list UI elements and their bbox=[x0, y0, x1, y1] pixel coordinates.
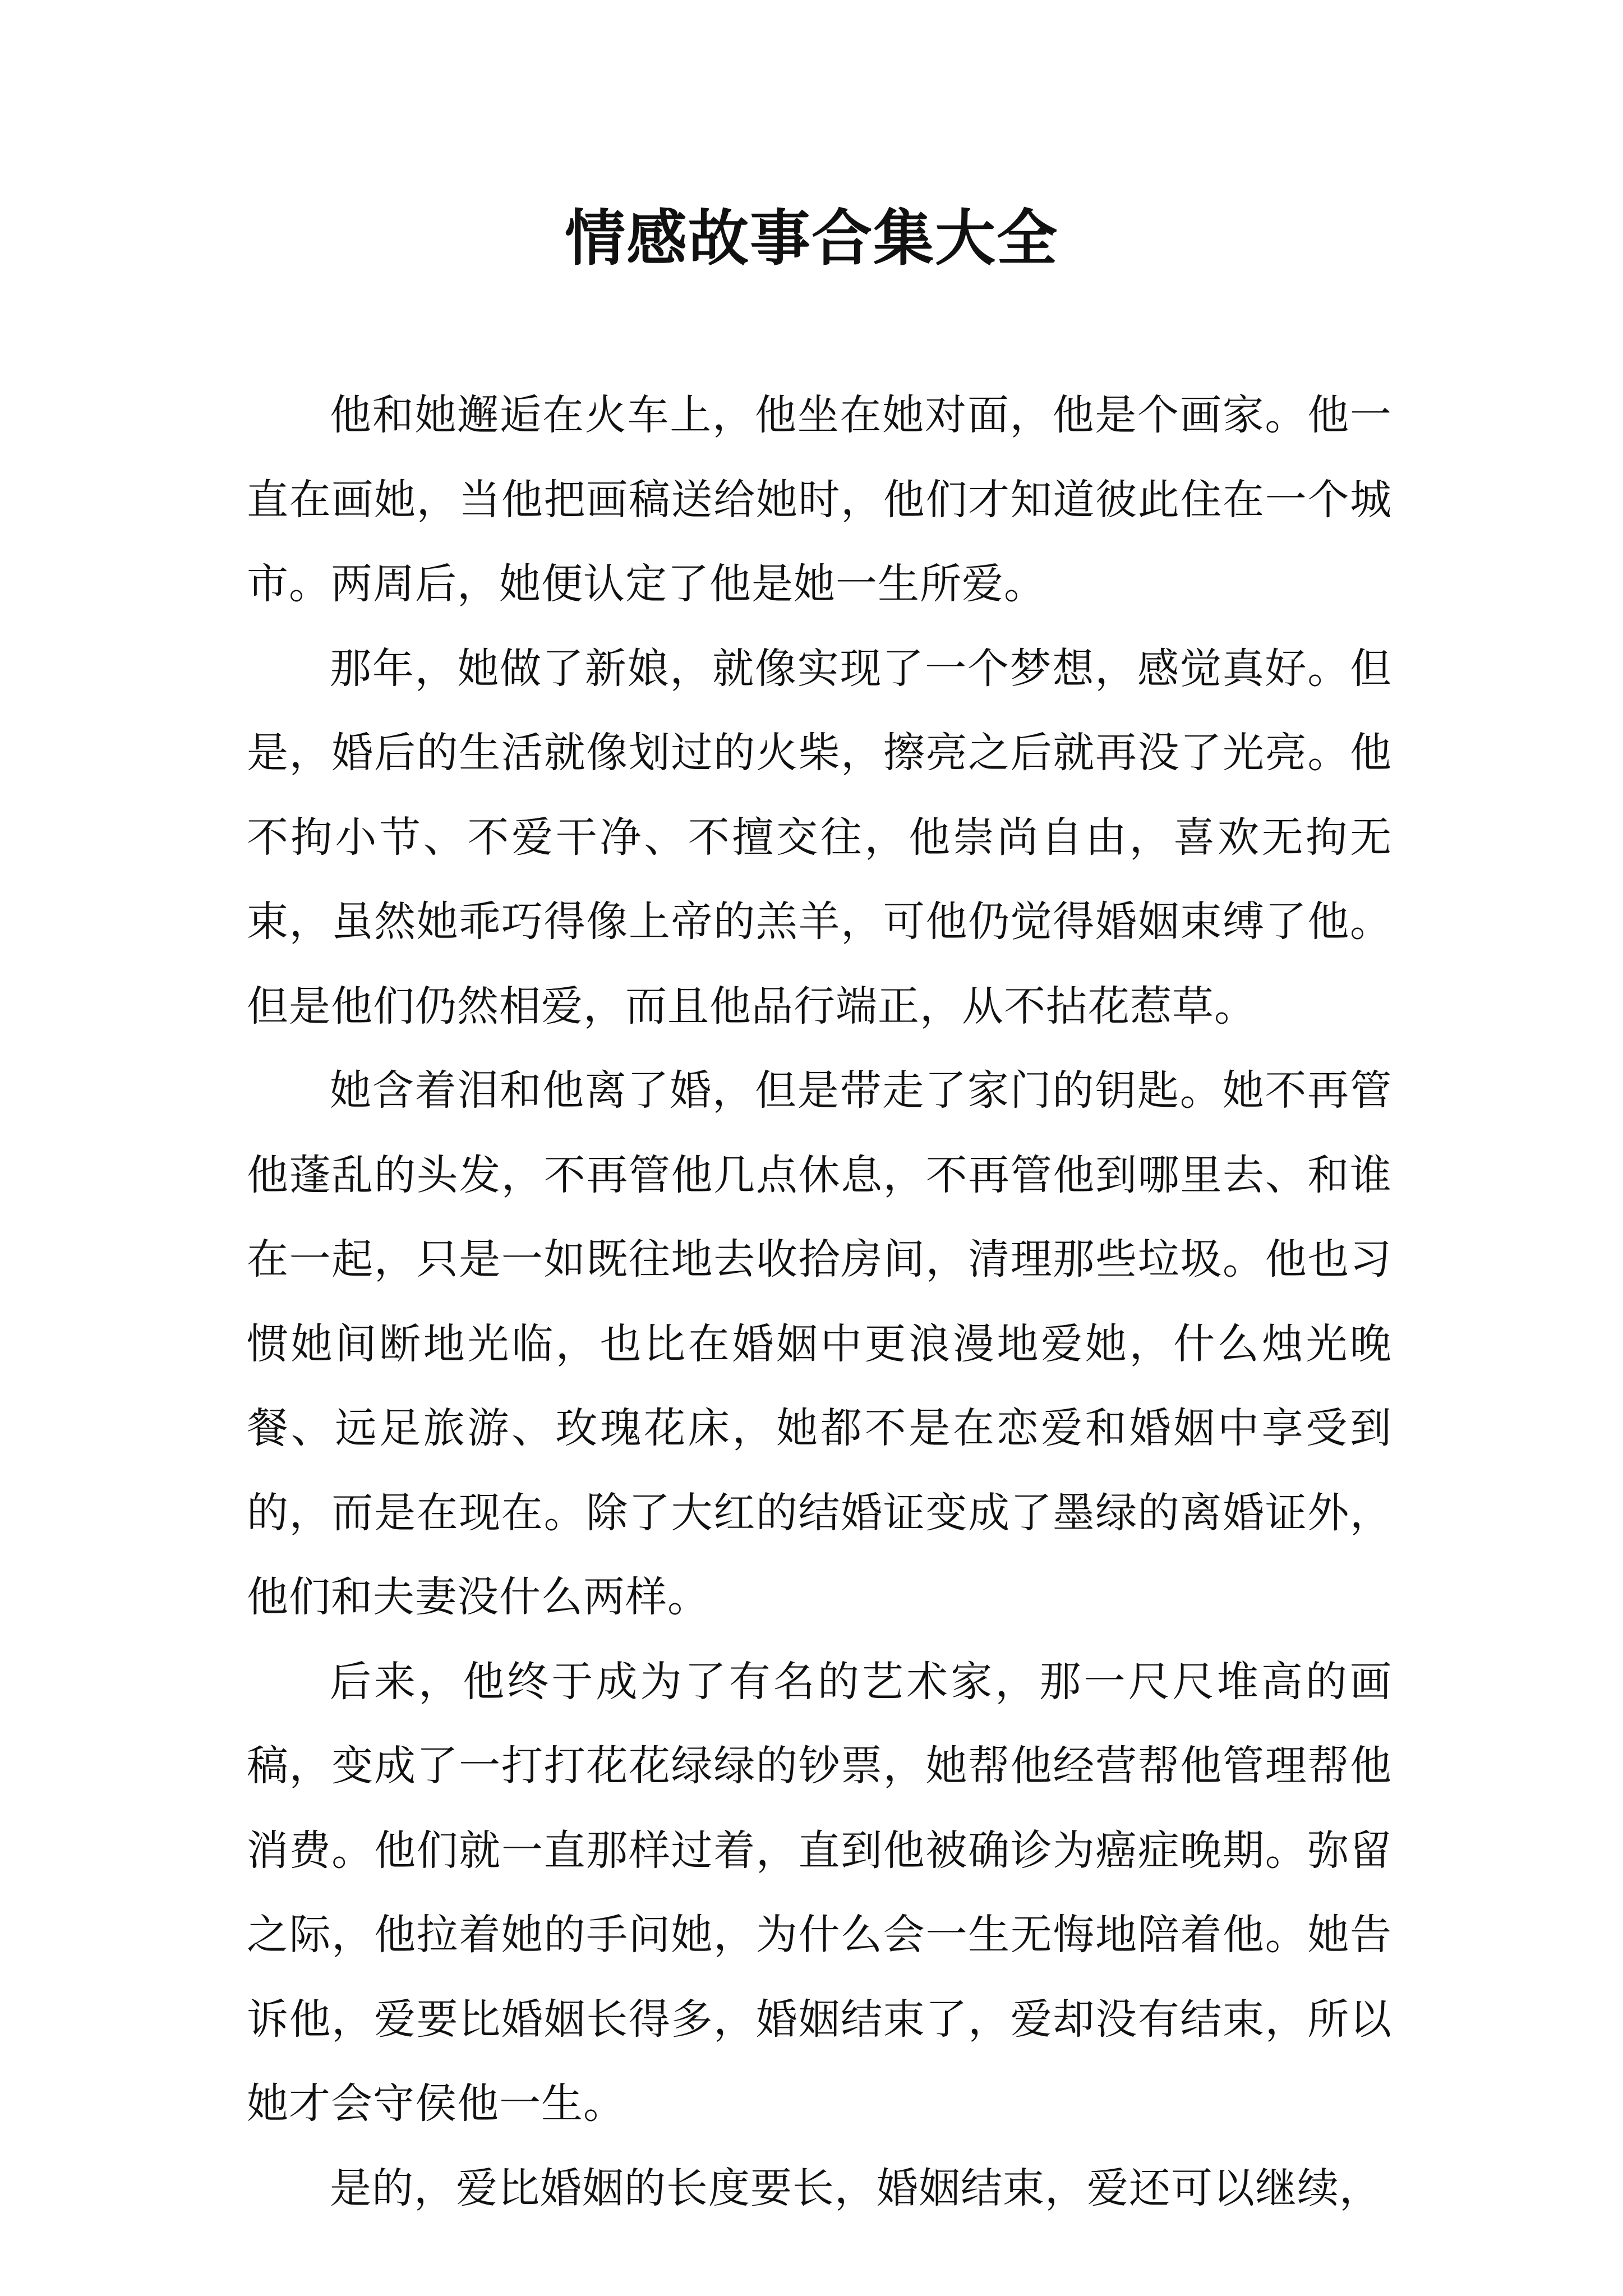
document-title: 情感故事合集大全 bbox=[564, 203, 1058, 274]
paragraph-3: 她含着泪和他离了婚，但是带走了家门的钥匙。她不再管他蓬乱的头发，不再管他几点休息，不再管他到哪里去、和谁在一起，只是一如既往地去收拾房间，清理那些垃圾。他也习惯她间断地光临，也比在婚姻中更浪漫地爱她，什么烛光晚餐、远足旅游、玫瑰花床，她都不是在恋爱和婚姻中享受到的，而是在现在。除了大红的结婚证变成了墨绿的离婚证外，他们和夫妻没什么两样。 bbox=[247, 1066, 1392, 1621]
paragraph-5: 是的，爱比婚姻的长度要长，婚姻结束，爱还可以继续， bbox=[330, 2164, 1381, 2212]
paragraph-4: 后来，他终于成为了有名的艺术家，那一尺尺堆高的画稿，变成了一打打花花绿绿的钞票，她帮他经营帮他管理帮他消费。他们就一直那样过着，直到他被确诊为癌症晚期。弥留之际，他拉着她的手问她，为什么会一生无悔地陪着他。她告诉他，爱要比婚姻长得多，婚姻结束了，爱却没有结束，所以她才会守侯他一生。 bbox=[247, 1657, 1392, 2128]
paragraph-2: 那年，她做了新娘，就像实现了一个梦想，感觉真好。但是，婚后的生活就像划过的火柴，擦亮之后就再没了光亮。他不拘小节、不爱干净、不擅交往，他崇尚自由，喜欢无拘无束，虽然她乖巧得像上帝的羔羊，可他仍觉得婚姻束缚了他。但是他们仍然相爱，而且他品行端正，从不拈花惹草。 bbox=[247, 644, 1392, 1030]
paragraph-1: 他和她邂逅在火车上，他坐在她对面，他是个画家。他一直在画她，当他把画稿送给她时，他们才知道彼此住在一个城市。两周后，她便认定了他是她一生所爱。 bbox=[247, 391, 1392, 608]
document-body bbox=[247, 373, 1392, 2230]
